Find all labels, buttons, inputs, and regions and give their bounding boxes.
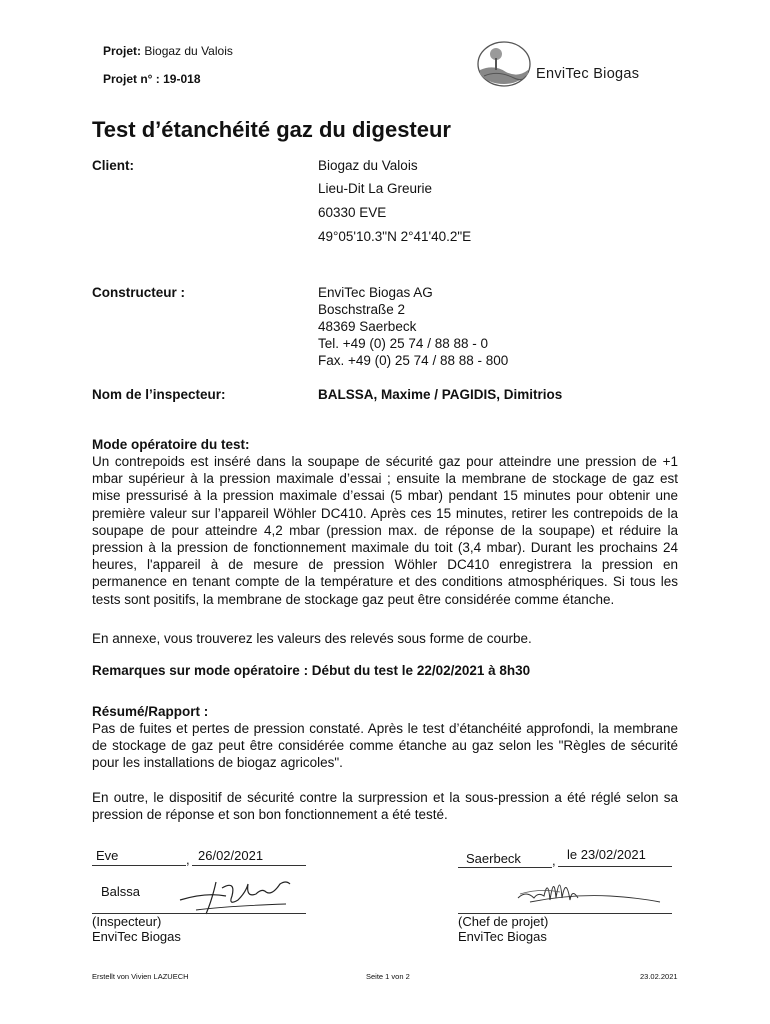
constructeur-line: 48369 Saerbeck bbox=[318, 319, 417, 334]
role-right: (Chef de projet) bbox=[458, 914, 549, 929]
company-left: EnviTec Biogas bbox=[92, 929, 181, 944]
summary-text-2: En outre, le dispositif de sécurité contre la surpression et la sous-pression a été réglé selon sa pression de réponse et son bon fonctionnement a été testé. bbox=[92, 790, 678, 823]
constructeur-line: EnviTec Biogas AG bbox=[318, 285, 433, 300]
sign-place-right: Saerbeck bbox=[466, 851, 521, 866]
footer-author: Erstellt von Vivien LAZUECH bbox=[92, 972, 189, 981]
envitec-logo bbox=[474, 40, 684, 90]
date-line-left bbox=[192, 865, 306, 866]
inspecteur-label: Nom de l’inspecteur: bbox=[92, 387, 226, 402]
date-line-right bbox=[558, 866, 672, 867]
constructeur-line: Tel. +49 (0) 25 74 / 88 88 - 0 bbox=[318, 336, 488, 351]
annex-text: En annexe, vous trouverez les valeurs des relevés sous forme de courbe. bbox=[92, 631, 532, 646]
client-line: 60330 EVE bbox=[318, 205, 387, 220]
remark-text: Remarques sur mode opératoire : Début du test le 22/02/2021 à 8h30 bbox=[92, 663, 531, 678]
place-line-left bbox=[92, 865, 186, 866]
summary-heading: Résumé/Rapport : bbox=[92, 704, 209, 719]
client-label: Client: bbox=[92, 158, 134, 173]
logo-text: EnviTec Biogas bbox=[536, 66, 640, 82]
sign-place-left: Eve bbox=[96, 848, 119, 863]
signer-name-left: Balssa bbox=[101, 884, 141, 899]
summary-text-1: Pas de fuites et pertes de pression constaté. Après le test d’étanchéité approfondi, la membrane de stockage de gaz peut être considérée comme étanche au gaz selon les "Règles de sécurité pour les installations de biogaz agricoles". bbox=[92, 721, 678, 771]
constructeur-line: Fax. +49 (0) 25 74 / 88 88 - 800 bbox=[318, 353, 509, 368]
client-line: 49°05'10.3"N 2°41'40.2"E bbox=[318, 229, 472, 244]
mode-text: Un contrepoids est inséré dans la soupape de sécurité gaz pour atteindre une pression de +1 mbar supérieur à la pression maximale d’essai ; ensuite la membrane de stockage de gaz est mise pressurisé à la pression maximale d’essai (5 mbar) pendant 15 minutes pour obtenir une première valeur sur l’appareil Wöhler DC410. Après ces 15 minutes, retirer les contrepoids de la soupape de pour atteindre 4,2 mbar (pression max. de réponse de la soupape) et réduire la pression à la pression de fonctionnement maximale du toit (3,4 mbar). Durant les prochains 24 heures, l'appareil à de mesure de pression Wöhler DC410 enregistrera la pression en permanence en tenant compte de la température et des conditions atmosphériques. Si tous les tests sont positifs, la membrane de stockage gaz peut être considérée comme étanche. bbox=[92, 454, 678, 607]
comma-right: , bbox=[552, 853, 556, 868]
sign-date-right: le 23/02/2021 bbox=[567, 847, 646, 862]
signature-chef-de-projet bbox=[500, 868, 670, 914]
project-line bbox=[103, 44, 233, 58]
client-line: Lieu-Dit La Greurie bbox=[318, 181, 433, 196]
footer-page: Seite 1 von 2 bbox=[366, 972, 410, 981]
inspecteur-value: BALSSA, Maxime / PAGIDIS, Dimitrios bbox=[318, 387, 563, 402]
constructeur-label: Constructeur : bbox=[92, 285, 186, 300]
mode-heading: Mode opératoire du test: bbox=[92, 437, 250, 452]
constructeur-line: Boschstraße 2 bbox=[318, 302, 406, 317]
role-left: (Inspecteur) bbox=[92, 914, 162, 929]
footer-date: 23.02.2021 bbox=[640, 972, 678, 981]
project-name: Biogaz du Valois bbox=[144, 44, 233, 58]
page-title: Test d’étanchéité gaz du digesteur bbox=[92, 117, 451, 142]
company-right: EnviTec Biogas bbox=[458, 929, 547, 944]
project-number: Projet n° : 19-018 bbox=[103, 72, 201, 86]
sign-date-left: 26/02/2021 bbox=[198, 848, 264, 863]
project-label: Projet: bbox=[103, 44, 142, 58]
comma-left: , bbox=[186, 852, 190, 867]
client-line: Biogaz du Valois bbox=[318, 158, 418, 173]
